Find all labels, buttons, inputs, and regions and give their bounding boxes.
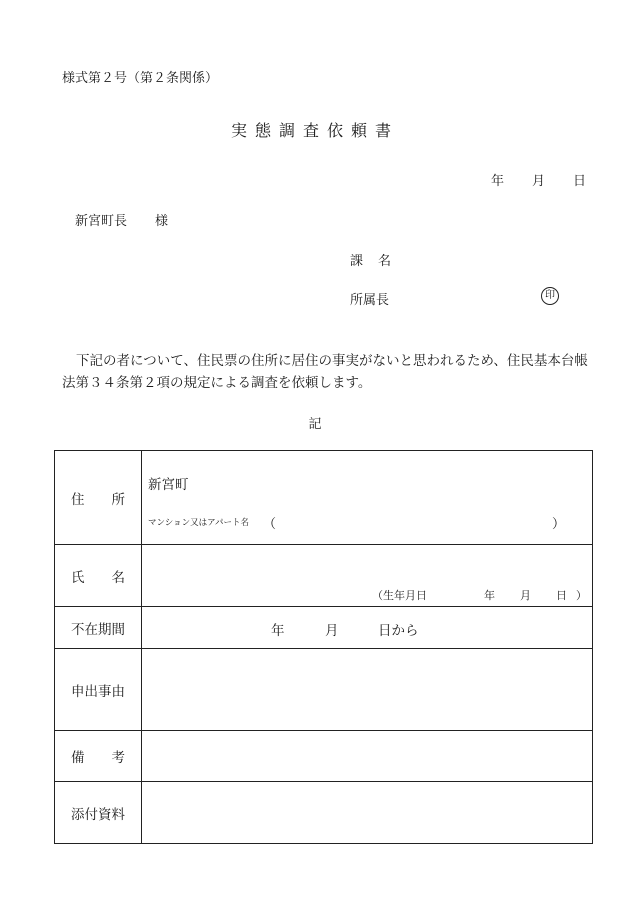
name-cell[interactable] [142,545,593,607]
seal-mark: 印 [541,287,559,305]
birth-close-paren: ） [576,589,587,602]
request-body-text: 下記の者について、住民票の住所に居住の事実がないと思われるため、住民基本台帳法第３４条第２項の規定による調査を依頼します。 [62,353,588,391]
absence-day-from-label: 日から [378,623,419,639]
department-name-label: 名 [378,254,392,269]
ki-heading: 記 [308,417,322,432]
remarks-row [55,731,593,782]
absence-month-label: 月 [325,623,339,639]
name-label: 氏 名 [55,545,142,607]
attachments-row [55,782,593,844]
date-year-label: 年 [490,174,504,189]
apartment-open-paren: （ [263,517,277,532]
form-number-label: 様式第２号（第２条関係） [62,71,219,86]
addressee-name: 新宮町長 [75,214,128,229]
department-head-label: 所属長 [350,293,390,308]
name-row [55,545,593,607]
address-cell[interactable] [142,451,593,545]
reason-cell[interactable] [142,649,593,731]
document-title: 実態調査依頼書 [230,121,399,140]
request-form-table [54,450,593,844]
remarks-cell[interactable] [142,731,593,782]
absence-period-cell[interactable] [142,607,593,649]
birthdate-label: （生年月日 [372,589,427,602]
date-line [491,170,586,189]
addressee-honorific: 様 [155,214,169,229]
date-day-label: 日 [572,174,586,189]
reason-row [55,649,593,731]
department-label: 課 [350,254,364,269]
address-row [55,451,593,545]
reason-label: 申出事由 [55,649,142,731]
date-month-label: 月 [531,174,545,189]
attachments-cell[interactable] [142,782,593,844]
address-label: 住 所 [55,451,142,545]
birth-month-label: 月 [520,589,531,602]
absence-period-row [55,607,593,649]
apartment-close-paren: ） [552,517,566,532]
remarks-label: 備 考 [55,731,142,782]
absence-period-label: 不在期間 [55,607,142,649]
birth-year-label: 年 [484,589,495,602]
address-town: 新宮町 [148,477,189,493]
apartment-name-label: マンション又はアパート名 [148,518,249,528]
attachments-label: 添付資料 [55,782,142,844]
birth-day-label: 日 [556,589,567,602]
absence-year-label: 年 [271,623,285,639]
